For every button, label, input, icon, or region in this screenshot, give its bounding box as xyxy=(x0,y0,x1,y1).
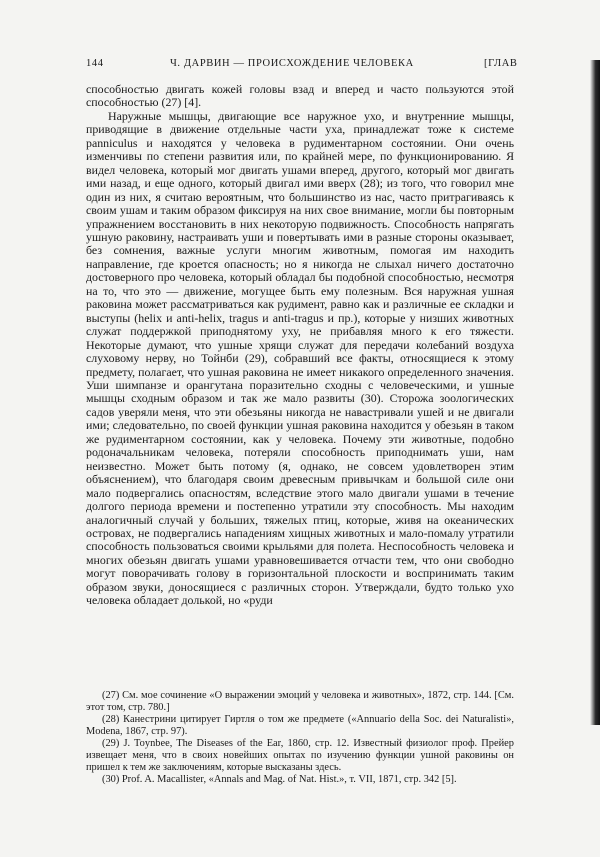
main-text xyxy=(86,83,514,608)
paragraph-ear-muscles: Наружные мышцы, двигающие все наружное ухо, и внутренние мышцы, приводящие в движение отдельные части уха, принадлежат тоже к системе panniculus и находятся у человека в рудиментарном состоянии. Они очень изменчивы по степени развития или, по крайней мере, по функционированию. Я видел человека, который мог двигать ушами вперед, другого, который мог двигать ими назад, и еще одного, который двигал ими вверх (28); из того, что говорил мне один из них, я считаю вероятным, что большинство из нас, часто притрагиваясь к своим ушам и таким образом фиксируя на них свое внимание, могли бы повторным упражнением восстановить в них некоторую подвижность. Способность напрягать ушную раковину, настраивать уши и повертывать ими в разные стороны оказывает, без сомнения, важные услуги многим животным, помогая им находить направление, где кроется опасность; но я никогда не слыхал ничего достаточно достоверного про человека, который обладал бы подобной способностью, несмотря на то, что это — движение, могущее быть ему полезным. Вся наружная ушная раковина может рассматриваться как рудимент, равно как и различные ее складки и выступы (helix и anti-helix, tragus и anti-tragus и пр.), которые у низших животных служат поддержкой приподнятому уху, не прибавляя много к его тяжести. Некоторые думают, что ушные хрящи служат для передачи колебаний воздуха слуховому нерву, но Тойнби (29), собравший все факты, относящиеся к этому предмету, полагает, что ушная раковина не имеет никакого определенного значения. Уши шимпанзе и орангутана поразительно сходны с человеческими, и ушные мышцы сходным образом и так же мало развиты (30). Сторожа зоологических садов уверяли меня, что эти обезьяны никогда не навастривали ушей и не двигали ими; следовательно, по своей функции ушная раковина находится у обезьян в таком же рудиментарном состоянии, как у человека. Почему эти животные, подобно родоначальникам человека, потеряли способность приподнимать уши, нам неизвестно. Может быть потому (я, однако, не совсем удовлетворен этим объяснением), что благодаря своим древесным привычкам и большой силе они мало подвергались опасностям, вследствие этого мало двигали ушами в течение долгого периода времени и постепенно утратили эту способность. Мы находим аналогичный случай у больших, тяжелых птиц, которые, живя на океанических островах, не подвергались нападениям хищных животных и мало-помалу утратили способность пользоваться своими крыльями для полета. Неспособность человека и многих обезьян двигать ушами уравновешивается отчасти тем, что они свободно могут поворачивать голову в горизонтальной плоскости и воспринимать таким образом звуки, доносящиеся с различных сторон. Утверждали, будто только ухо человека обладает долькой, но «руди xyxy=(86,108,514,608)
paragraph-continuation: способностью двигать кожей головы взад и вперед и часто пользуются этой способностью (27) [4]. xyxy=(86,82,514,110)
footnote-27: (27) См. мое сочинение «О выражении эмоций у человека и животных», 1872, стр. 144. [См. этот том, стр. 780.] xyxy=(86,690,514,713)
page-spine-shadow xyxy=(590,60,600,725)
running-title: Ч. ДАРВИН — ПРОИСХОЖДЕНИЕ ЧЕЛОВЕКА xyxy=(170,58,414,69)
page-number: 144 xyxy=(86,58,104,69)
footnote-28: (28) Канестрини цитирует Гиртля о том же предмете («Annuario della Soc. dei Naturalisti», Modena, 1867, стр. 97). xyxy=(86,714,514,737)
footnote-30: (30) Prof. A. Macallister, «Annals and Mag. of Nat. Hist.», т. VII, 1871, стр. 342 [5]. xyxy=(102,774,457,786)
footnotes xyxy=(86,690,514,787)
footnote-29: (29) J. Toynbee, The Diseases of the Ear, 1860, стр. 12. Известный физиолог проф. Прейер извещает меня, что в своих новейших опытах по изучению функции ушной раковины он пришел к тем же заключениям, которые высказаны здесь. xyxy=(86,738,514,773)
chapter-marker: [ГЛАВ xyxy=(484,58,518,69)
